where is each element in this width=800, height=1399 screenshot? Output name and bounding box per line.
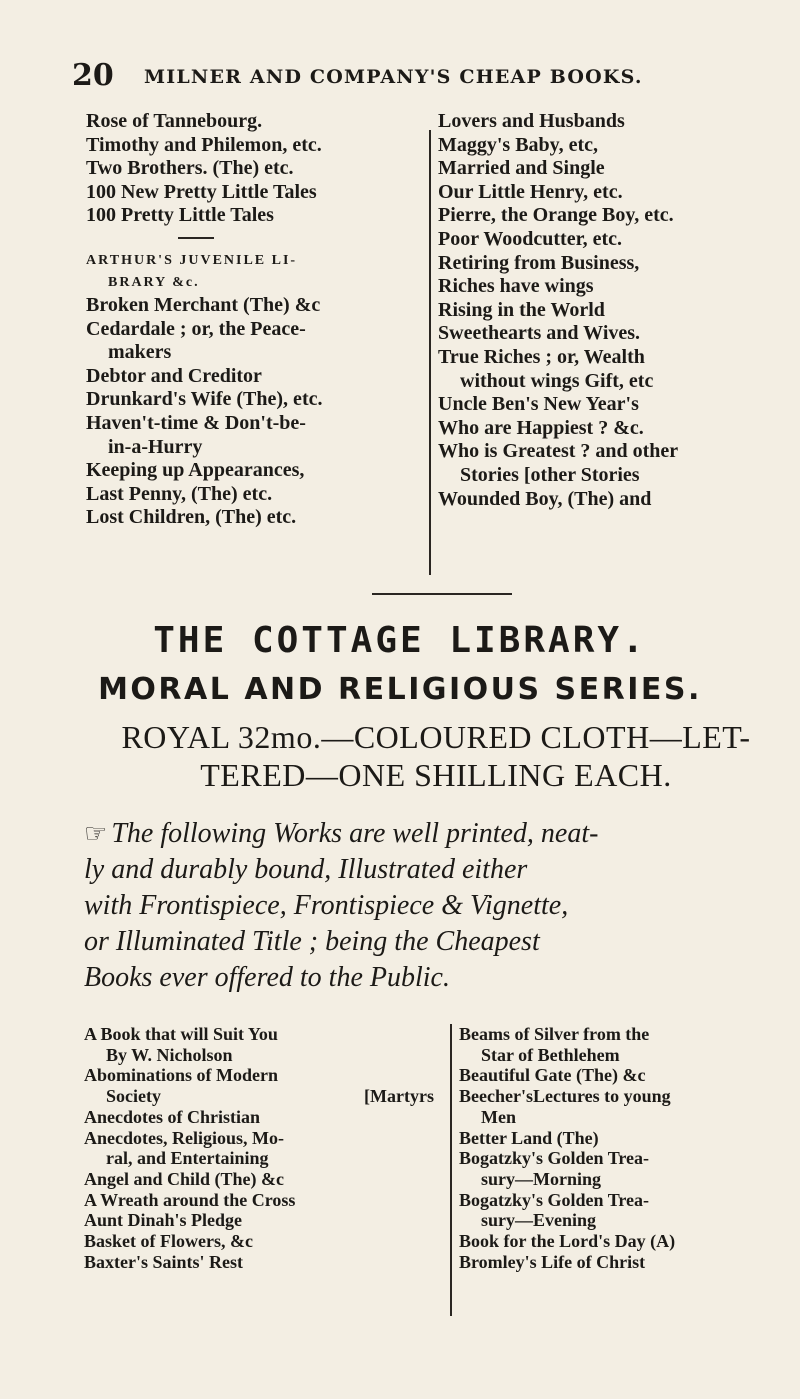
list-item: Star of Bethlehem xyxy=(481,1044,620,1065)
list-item: Keeping up Appearances, xyxy=(86,459,305,482)
list-item: Book for the Lord's Day (A) xyxy=(459,1231,676,1252)
list-item: Better Land (The) xyxy=(459,1127,599,1148)
list-item: Angel and Child (The) &c xyxy=(84,1168,285,1189)
list-item: Bromley's Life of Christ xyxy=(459,1251,646,1272)
list-item: in-a-Hurry xyxy=(108,435,203,458)
list-item: Retiring from Business, xyxy=(438,251,640,274)
list-item: Society [Martyrs xyxy=(106,1086,434,1107)
list-item: Beams of Silver from the xyxy=(459,1024,650,1044)
series-notice: ☞ The following Works are well printed, neat- ly and durably bound, Illustrated either with Frontispiece, Frontispiece & Vignette, or Illuminated Title ; being the Cheapest Books ever offered to the Public. xyxy=(84,818,599,993)
list-item: A Book that will Suit You xyxy=(84,1024,278,1044)
top-right-column xyxy=(438,110,798,511)
list-item: Uncle Ben's New Year's xyxy=(438,393,639,416)
list-item: Two Brothers. (The) etc. xyxy=(86,157,294,180)
list-item: Who is Greatest ? and other xyxy=(438,440,679,463)
list-item: makers xyxy=(108,341,172,364)
top-left-column xyxy=(86,110,416,530)
list-item: Married and Single xyxy=(438,157,605,180)
list-item: Timothy and Philemon, etc. xyxy=(86,133,322,156)
pointing-hand-icon: ☞ xyxy=(84,819,108,848)
format-and-price: ROYAL 32mo.—COLOURED CLOTH—LET- TERED—ONE SHILLING EACH. xyxy=(121,719,751,793)
page-header xyxy=(72,58,760,98)
list-item: Lovers and Husbands xyxy=(438,110,625,132)
list-item: Maggy's Baby, etc, xyxy=(438,133,598,156)
list-item: Last Penny, (The) etc. xyxy=(86,482,273,505)
list-item: Basket of Flowers, &c xyxy=(84,1231,253,1252)
list-item: sury—Evening xyxy=(481,1210,597,1231)
list-item: without wings Gift, etc xyxy=(460,369,654,392)
section-divider xyxy=(372,593,512,595)
list-item: Poor Woodcutter, etc. xyxy=(438,227,623,250)
column-divider xyxy=(429,130,431,575)
series-title: THE COTTAGE LIBRARY. xyxy=(153,620,647,661)
list-item: Riches have wings xyxy=(438,275,594,298)
list-item: By W. Nicholson xyxy=(106,1044,233,1065)
list-item: Rising in the World xyxy=(438,298,605,321)
list-item: Men xyxy=(481,1106,516,1127)
list-item: Lost Children, (The) etc. xyxy=(86,506,297,529)
list-item: Our Little Henry, etc. xyxy=(438,180,623,203)
list-item: Broken Merchant (The) &c xyxy=(86,293,321,316)
running-head: MILNER AND COMPANY'S CHEAP BOOKS. xyxy=(144,66,643,88)
list-item: Anecdotes, Religious, Mo- xyxy=(84,1127,284,1148)
list-item: 100 Pretty Little Tales xyxy=(86,204,274,227)
list-item: Debtor and Creditor xyxy=(86,364,262,387)
column-divider xyxy=(450,1024,452,1316)
list-item: Stories [other Stories xyxy=(460,463,640,486)
list-item: Aunt Dinah's Pledge xyxy=(84,1210,243,1231)
list-item: Baxter's Saints' Rest xyxy=(84,1251,243,1272)
bottom-left-column xyxy=(84,1024,434,1272)
list-item: Sweethearts and Wives. xyxy=(438,322,641,345)
page-number: 20 xyxy=(72,58,114,93)
list-item: Pierre, the Orange Boy, etc. xyxy=(438,204,674,227)
library-subheading: ARTHUR'S JUVENILE LI- BRARY &c. xyxy=(86,252,298,290)
list-item: Abominations of Modern xyxy=(84,1065,279,1086)
list-item: sury—Morning xyxy=(481,1168,602,1189)
list-item: ral, and Entertaining xyxy=(106,1148,269,1169)
list-item: Who are Happiest ? &c. xyxy=(438,416,644,439)
list-item: True Riches ; or, Wealth xyxy=(438,345,645,368)
list-item: Anecdotes of Christian xyxy=(84,1106,260,1127)
list-item: Cedardale ; or, the Peace- xyxy=(86,317,306,340)
list-item: Rose of Tannebourg. xyxy=(86,110,263,132)
series-subtitle: MORAL AND RELIGIOUS SERIES. xyxy=(98,672,702,707)
list-item: Beecher'sLectures to young xyxy=(459,1086,671,1107)
bottom-right-column xyxy=(459,1024,800,1272)
list-item: Haven't-time & Don't-be- xyxy=(86,411,306,434)
list-item: Bogatzky's Golden Trea- xyxy=(459,1189,650,1210)
list-item: Drunkard's Wife (The), etc. xyxy=(86,388,323,411)
list-item: A Wreath around the Cross xyxy=(84,1189,296,1210)
list-item: 100 New Pretty Little Tales xyxy=(86,180,317,203)
list-item: Wounded Boy, (The) and xyxy=(438,487,652,510)
list-item: Bogatzky's Golden Trea- xyxy=(459,1148,650,1169)
divider xyxy=(178,237,214,239)
list-item: Beautiful Gate (The) &c xyxy=(459,1065,646,1086)
